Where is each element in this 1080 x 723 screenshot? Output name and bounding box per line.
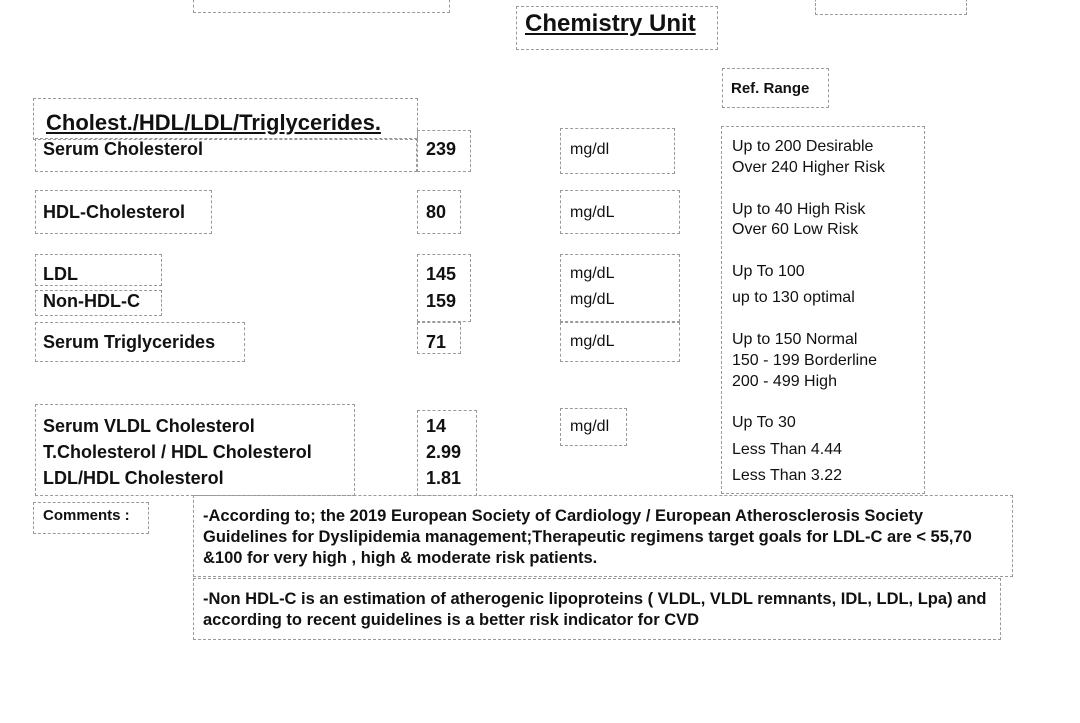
test-value: 14 — [426, 416, 447, 436]
ref-line: up to 130 optimal — [732, 289, 855, 306]
test-name: Serum Cholesterol — [43, 139, 204, 159]
ref-line: Up To 100 — [732, 263, 805, 280]
ref-line: Over 60 Low Risk — [732, 221, 859, 238]
ref-line: Up to 40 High Risk — [732, 201, 866, 218]
ref-line: Over 240 Higher Risk — [732, 159, 885, 176]
comment-paragraph: -Non HDL-C is an estimation of atherogenic lipoproteins ( VLDL, VLDL remnants, IDL, LDL, Lpa) and according to recent guidelines is a better risk indicator for CVD — [203, 590, 987, 629]
test-value: 239 — [426, 139, 457, 159]
test-value: 159 — [426, 291, 457, 311]
test-name: Serum VLDL Cholesterol — [43, 416, 255, 436]
ref-line: Up To 30 — [732, 414, 796, 431]
test-value: 2.99 — [426, 442, 462, 462]
ref-line: 150 - 199 Borderline — [732, 352, 877, 369]
test-name: LDL/HDL Cholesterol — [43, 468, 224, 488]
test-name: T.Cholesterol / HDL Cholesterol — [43, 442, 312, 462]
test-unit: mg/dl — [570, 141, 610, 158]
comment-paragraph: -According to; the 2019 European Society of Cardiology / European Atherosclerosis Society Guidelines for Dyslipidemia management;Therapeutic regimens target goals for LDL-C are < 55,70 &100 for very high , high & moderate risk patients. — [203, 507, 972, 567]
test-unit: mg/dL — [570, 204, 615, 221]
clipped-box-left — [193, 0, 450, 13]
test-name: Non-HDL-C — [43, 291, 140, 311]
test-value: 80 — [426, 202, 447, 222]
ref-line: Up to 150 Normal — [732, 331, 858, 348]
ref-line: Up to 200 Desirable — [732, 138, 874, 155]
page-title: Chemistry Unit — [525, 10, 696, 37]
comments-label: Comments : — [43, 507, 130, 524]
test-unit: mg/dL — [570, 333, 615, 350]
test-unit: mg/dL — [570, 265, 615, 282]
ref-range-header: Ref. Range — [731, 80, 810, 97]
test-value: 71 — [426, 332, 447, 352]
section-title: Cholest./HDL/LDL/Triglycerides. — [46, 110, 381, 135]
test-unit: mg/dL — [570, 291, 615, 308]
test-name: Serum Triglycerides — [43, 332, 216, 352]
test-name: LDL — [43, 264, 78, 284]
ref-line: Less Than 3.22 — [732, 467, 843, 484]
test-name: HDL-Cholesterol — [43, 202, 186, 222]
test-unit: mg/dl — [570, 418, 610, 435]
ref-line: Less Than 4.44 — [732, 441, 843, 458]
test-value: 145 — [426, 264, 457, 284]
ref-line: 200 - 499 High — [732, 373, 837, 390]
test-value: 1.81 — [426, 468, 462, 488]
clipped-box-right — [815, 0, 967, 15]
